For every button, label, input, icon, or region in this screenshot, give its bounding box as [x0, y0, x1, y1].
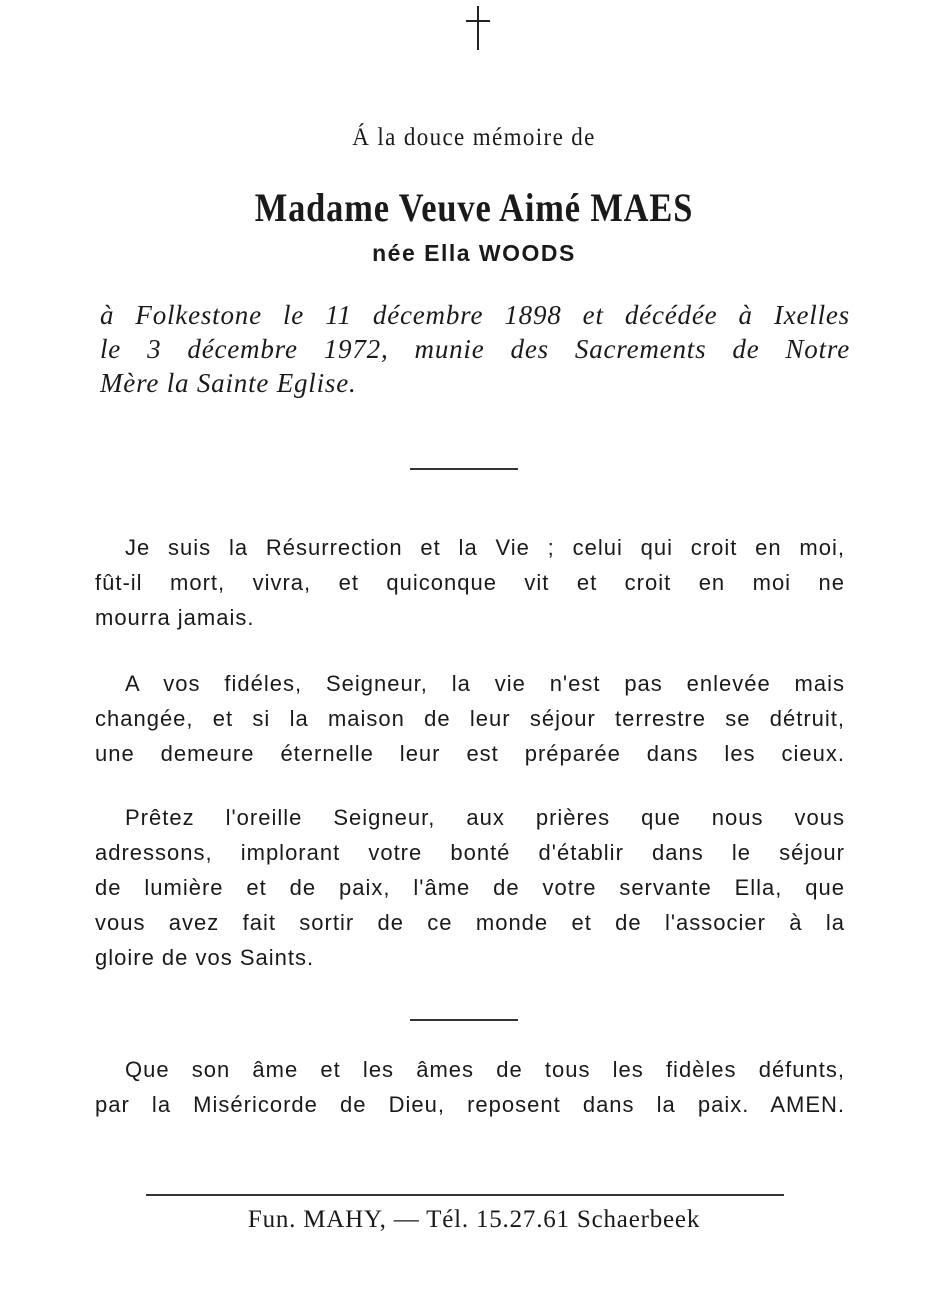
prayer-line: gloire de vos Saints. [95, 945, 315, 970]
prayer-line: fût-il mort, vivra, et quiconque vit et croit en moi ne [95, 570, 845, 595]
prayer-faithful [95, 666, 845, 771]
divider [410, 468, 518, 470]
prayer-resurrection [95, 530, 845, 635]
divider [410, 1019, 518, 1021]
footer-rule [146, 1194, 784, 1196]
prayer-line: mourra jamais. [95, 605, 255, 630]
cross-icon [466, 6, 490, 50]
biography-line: à Folkestone le 11 décembre 1898 et décédée à Ixelles [100, 300, 850, 330]
biography-line: le 3 décembre 1972, munie des Sacrements de Notre [100, 334, 850, 364]
prayer-line: changée, et si la maison de leur séjour terrestre se détruit, [95, 706, 845, 731]
closing-prayer [95, 1052, 845, 1122]
deceased-name: Madame Veuve Aimé MAES [254, 185, 694, 230]
biography [100, 298, 850, 400]
prayer-petition [95, 800, 845, 975]
funeral-home-footer: Fun. MAHY, — Tél. 15.27.61 Schaerbeek [247, 1206, 701, 1233]
closing-line: Que son âme et les âmes de tous les fidèles défunts, [125, 1057, 845, 1082]
biography-line: Mère la Sainte Eglise. [100, 368, 357, 398]
dedication: Á la douce mémoire de [352, 124, 596, 151]
prayer-line: de lumière et de paix, l'âme de votre servante Ella, que [95, 875, 845, 900]
prayer-line: A vos fidéles, Seigneur, la vie n'est pas enlevée mais [125, 671, 845, 696]
prayer-line: une demeure éternelle leur est préparée dans les cieux. [95, 741, 845, 766]
prayer-line: Je suis la Résurrection et la Vie ; celui qui croit en moi, [125, 535, 845, 560]
maiden-name: née Ella WOODS [372, 240, 576, 266]
prayer-line: vous avez fait sortir de ce monde et de l'associer à la [95, 910, 845, 935]
prayer-line: adressons, implorant votre bonté d'établir dans le séjour [95, 840, 845, 865]
closing-line: par la Miséricorde de Dieu, reposent dans la paix. AMEN. [95, 1092, 845, 1117]
prayer-line: Prêtez l'oreille Seigneur, aux prières que nous vous [125, 805, 845, 830]
